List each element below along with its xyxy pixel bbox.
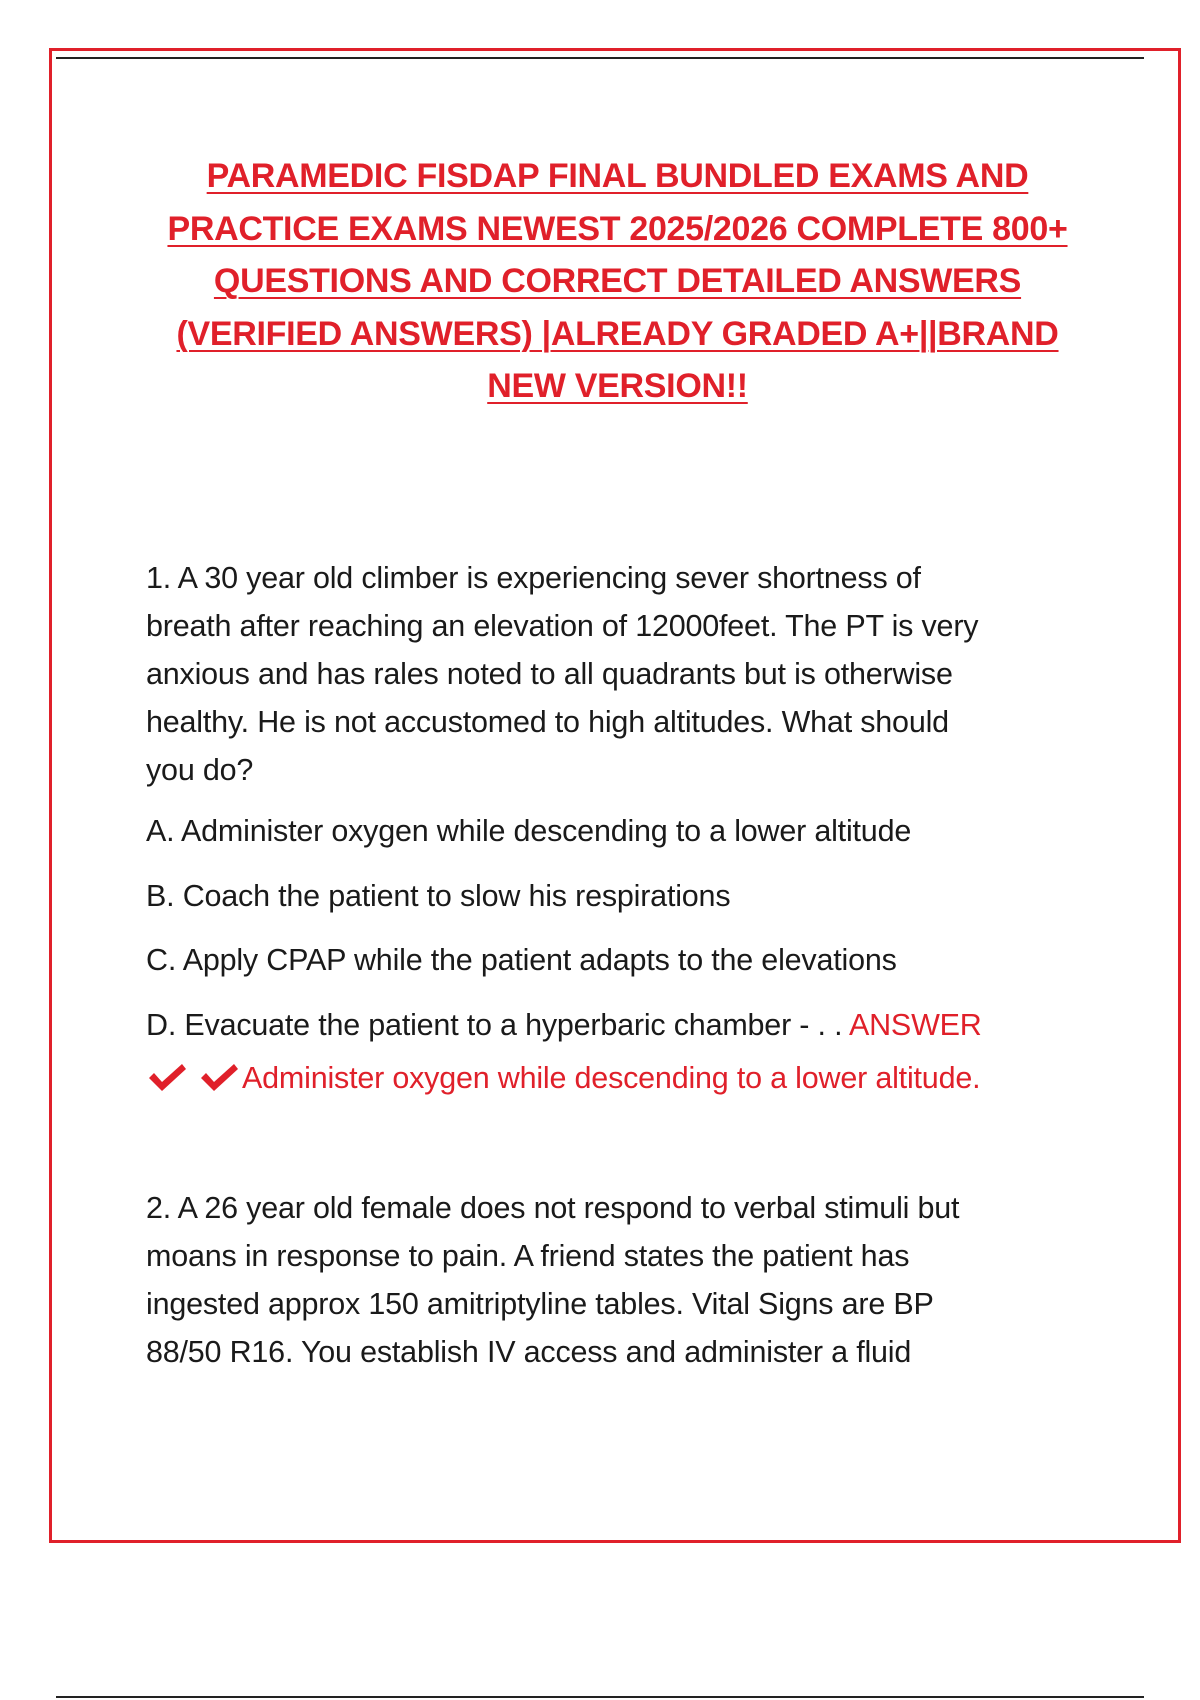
title-line: (VERIFIED ANSWERS) |ALREADY GRADED A+||BRAND (176, 314, 1059, 353)
option-c-text: C. Apply CPAP while the patient adapts to the elevations (146, 943, 897, 977)
question-line: 1. A 30 year old climber is experiencing sever shortness of (146, 561, 921, 595)
title-line: NEW VERSION!! (487, 367, 748, 405)
title-line: QUESTIONS AND CORRECT DETAILED ANSWERS (213, 262, 1022, 300)
question-line: 2. A 26 year old female does not respond to verbal stimuli but (146, 1191, 960, 1225)
option-a (146, 807, 1106, 872)
bottom-rule (56, 1696, 1144, 1698)
check-mark-icon (146, 1062, 188, 1092)
question-1-options (146, 807, 1106, 1065)
question-line: moans in response to pain. A friend states the patient has (146, 1239, 910, 1273)
question-2-stem (146, 1184, 1106, 1376)
question-1-stem (146, 554, 1106, 794)
answer-text: Administer oxygen while descending to a lower altitude. (242, 1061, 981, 1095)
question-line: 88/50 R16. You establish IV access and administer a fluid (146, 1335, 912, 1369)
title-line: PRACTICE EXAMS NEWEST 2025/2026 COMPLETE 800+ (167, 209, 1068, 248)
question-1-answer (146, 1054, 1106, 1102)
title-line: PARAMEDIC FISDAP FINAL BUNDLED EXAMS AND (206, 157, 1029, 195)
option-b (146, 872, 1106, 937)
question-line: anxious and has rales noted to all quadrants but is otherwise (146, 657, 953, 691)
question-line: ingested approx 150 amitriptyline tables. Vital Signs are BP (146, 1287, 934, 1321)
question-line: breath after reaching an elevation of 12000feet. The PT is very (146, 609, 979, 643)
top-rule (56, 57, 1144, 59)
option-d-text: D. Evacuate the patient to a hyperbaric chamber - . . (146, 1007, 843, 1042)
option-c (146, 936, 1106, 1001)
check-mark-icon (198, 1062, 240, 1092)
answer-label: ANSWER (848, 1007, 982, 1042)
option-a-text: A. Administer oxygen while descending to a lower altitude (146, 814, 912, 848)
option-b-text: B. Coach the patient to slow his respirations (146, 878, 731, 913)
document-title (140, 150, 1095, 413)
question-line: healthy. He is not accustomed to high altitudes. What should (146, 705, 949, 739)
question-line: you do? (146, 753, 254, 787)
